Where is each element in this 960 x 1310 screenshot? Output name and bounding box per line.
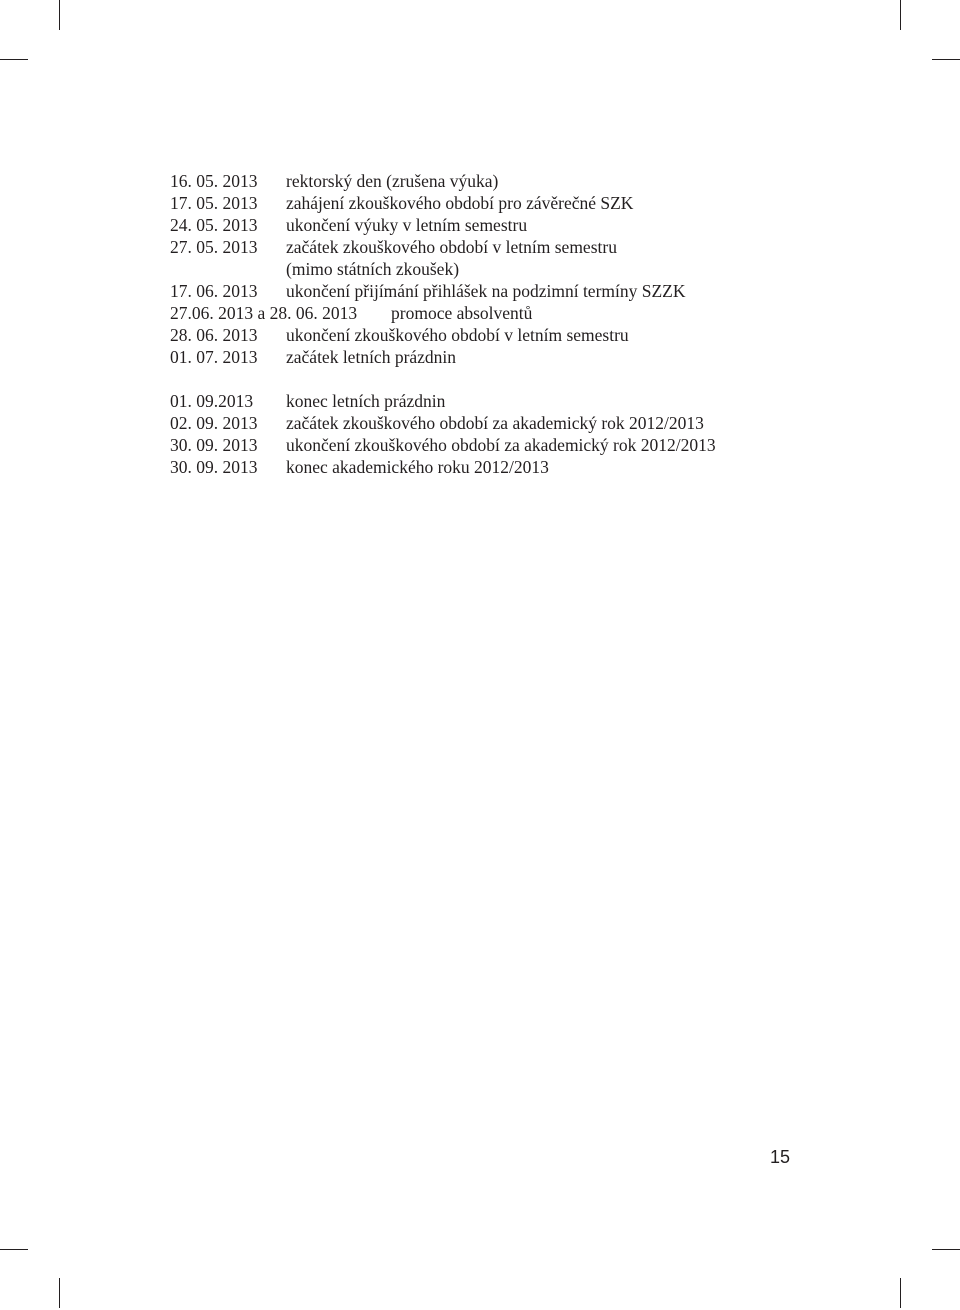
row-date: 16. 05. 2013 <box>170 171 258 191</box>
row-event: začátek zkouškového období v letním semestru <box>286 237 617 257</box>
crop-mark-top-right <box>900 0 901 30</box>
row-date: 02. 09. 2013 <box>170 413 258 433</box>
row-event: ukončení přijímání přihlášek na podzimní termíny SZZK <box>286 281 686 301</box>
crop-mark-top-left <box>59 0 60 30</box>
crop-mark-top-right-h <box>932 59 960 60</box>
row-date: 17. 05. 2013 <box>170 193 258 213</box>
row-event: začátek zkouškového období za akademický rok 2012/2013 <box>286 413 704 433</box>
crop-mark-bottom-right <box>900 1278 901 1308</box>
row-date: 27.06. 2013 a 28. 06. 2013 <box>170 303 358 323</box>
row-event: rektorský den (zrušena výuka) <box>286 171 499 191</box>
row-event: ukončení zkouškového období v letním semestru <box>286 325 629 345</box>
row-event: ukončení zkouškového období za akademický rok 2012/2013 <box>286 435 716 455</box>
row-event: začátek letních prázdnin <box>286 347 457 367</box>
row-event: konec akademického roku 2012/2013 <box>286 457 549 477</box>
crop-mark-bottom-left <box>59 1278 60 1308</box>
row-event: promoce absolventů <box>391 303 533 323</box>
crop-mark-bottom-left-h <box>0 1249 28 1250</box>
row-event: ukončení výuky v letním semestru <box>286 215 528 235</box>
crop-mark-top-left-h <box>0 59 28 60</box>
row-event: (mimo státních zkoušek) <box>286 259 460 279</box>
row-date: 30. 09. 2013 <box>170 435 258 455</box>
crop-mark-bottom-right-h <box>932 1249 960 1250</box>
row-date: 24. 05. 2013 <box>170 215 258 235</box>
row-date: 01. 09.2013 <box>170 391 254 411</box>
row-date: 27. 05. 2013 <box>170 237 258 257</box>
row-event: konec letních prázdnin <box>286 391 446 411</box>
row-date: 30. 09. 2013 <box>170 457 258 477</box>
row-date: 01. 07. 2013 <box>170 347 258 367</box>
row-event: zahájení zkouškového období pro závěrečné SZK <box>286 193 634 213</box>
row-date: 28. 06. 2013 <box>170 325 258 345</box>
page-number: 15 <box>770 1147 791 1167</box>
row-date: 17. 06. 2013 <box>170 281 258 301</box>
